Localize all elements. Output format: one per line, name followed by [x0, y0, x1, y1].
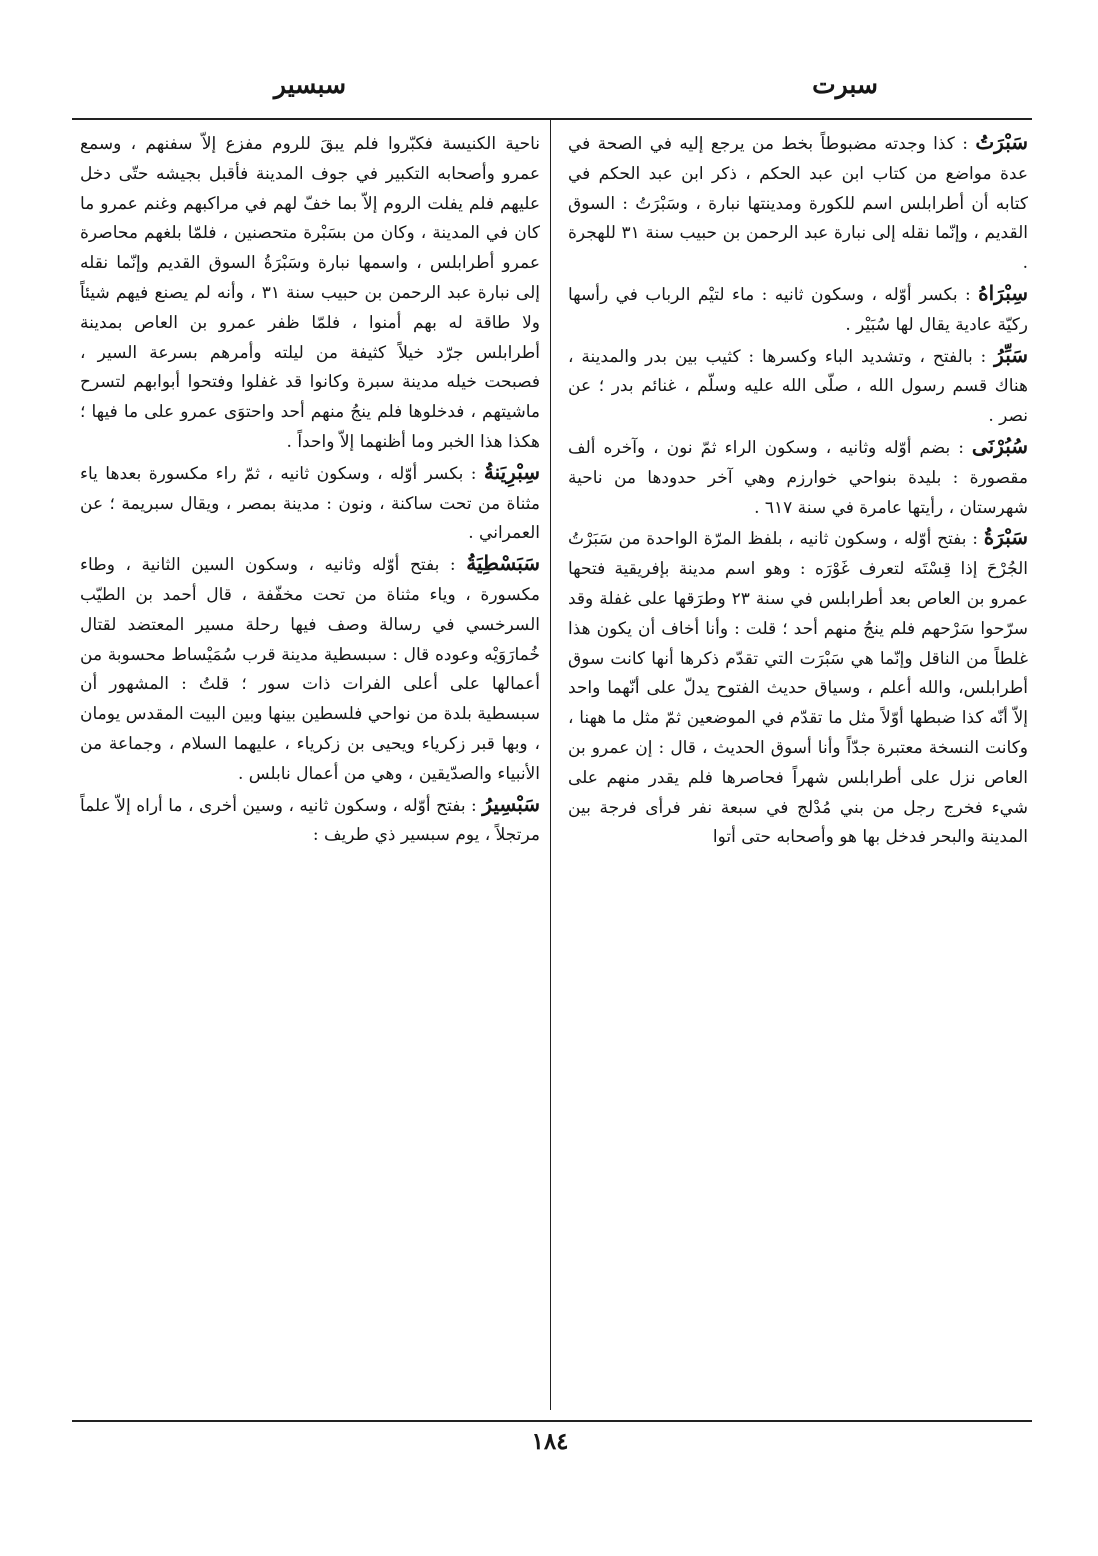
entry-sibrinah — [80, 458, 540, 549]
entry-sabbir — [568, 341, 1028, 432]
column-divider — [550, 120, 551, 1410]
entry-text: : بفتح أوّله ، وسكون ثانيه ، وسين أخرى ، ما أراه إلاّ علماً مرتجلاً ، يوم سبسير ذي طريف : — [80, 795, 540, 846]
entry-sabastiyah — [80, 549, 540, 789]
page-number: ١٨٤ — [531, 1428, 569, 1455]
left-column — [80, 128, 540, 1408]
entry-text: : بفتح أوّله ، وسكون ثانيه ، بلفظ المرّة الواحدة من سَبَرْتُ الجُرْحَ إذا قِسْتَه لتعرف غَوْرَه : وهو اسم مدينة بإفريقية فتحها عمرو بن العاص بعد أطرابلس في سنة ٢٣ وطرَقها على غفلة وقد سرّحوا سَرْحهم فلم ينجُ منهم أحد ؛ قلت : وأنا أخاف أن يكون هذا غلطاً من الناقل وإنّما هي سَبْرَت التي تقدّم ذكرها أنها كانت سوق أطرابلس، والله أعلم ، وسياق حديث الفتوح يدلّ على أنّهما واحد إلاّ أنّه كذا ضبطها أوّلاً مثل ما تقدّم في الموضعين ثمّ مثل ما ههنا ، وكانت النسخة معتبرة جدّاً وأنا أسوق الحديث ، قال : إن عمرو بن العاص نزل على أطرابلس شهراً فحاصرها فلم يقدر منهم على شيء فخرج رجل من بني مُدْلج في سبعة نفر فرأى فرجة بين المدينة والبحر فدخل بها هو وأصحابه حتى أتوا — [568, 529, 1028, 848]
entry-text: : بكسر أوّله ، وسكون ثانيه ، ثمّ راء مكسورة بعدها ياء مثناة من تحت ساكنة ، ونون : مدينة بمصر ، ويقال سبريمة ؛ عن العمراني . — [80, 463, 540, 544]
entry-text: : كذا وجدته مضبوطاً بخط من يرجع إليه في الصحة في عدة مواضع من كتاب ابن عبد الحكم ، ذكر ابن عبد الحكم في كتابه أن أطرابلس اسم للكورة ومدينتها نبارة ، وسَبْرَتُ : السوق القديم ، وإنّما نقله إلى نبارة عبد الرحمن بن حبيب سنة ٣١ للهجرة . — [568, 134, 1028, 274]
entry-text: : بفتح أوّله وثانيه ، وسكون السين الثانية ، وطاء مكسورة ، وياء مثناة من تحت مخفّفة ، قال أحمد بن الطيّب السرخسي في رسالة وصف فيها رحلة مسير المعتضد لقتال خُمارَوَيْه وعوده قال : سبسطية مدينة قرب سُمَيْساط محسوبة من أعمالها على أعلى الفرات ذات سور ؛ قلتُ : المشهور أن سبسطية بلدة من نواحي فلسطين بينها وبين البيت المقدس يومان ، وبها قبر زكرياء ويحيى بن زكرياء ، عليهما السلام ، وجماعة من الأنبياء والصدّيقين ، وهي من أعمال نابلس . — [80, 555, 540, 784]
right-column — [568, 128, 1028, 1408]
headword: سَبْرَةُ — [983, 525, 1028, 550]
running-head-right: سبرت — [812, 70, 878, 99]
headword: سُبُرْنَى — [971, 433, 1028, 458]
entry-text: ناحية الكنيسة فكبّروا فلم يبقَ للروم مفزع إلاّ سفنهم ، وسمع عمرو وأصحابه التكبير في جوف المدينة فأقبل بجيشه حتّى دخل عليهم فلم يفلت الروم إلاّ بما خفّ لهم في مراكبهم وغنم عمرو ما كان في المدينة ، وكان من بسَبْرة متحصنين ، فلمّا بلغهم محاصرة عمرو أطرابلس ، واسمها نبارة وسَبْرَةُ السوق القديم وإنّما نقله إلى نبارة عبد الرحمن بن حبيب سنة ٣١ ، وأنه لم يصنع فيهم شيئاً ولا طاقة له بهم أمنوا ، فلمّا ظفر عمرو بن العاص بمدينة أطرابلس جرّد خيلاً كثيفة من ليلته وأمرهم بسرعة السير ، فصبحت خيله مدينة سبرة وكانوا قد غفلوا وفتحوا أبوابهم لتسرح ماشيتهم ، فدخلوها فلم ينجُ منهم أحد واحتوَى عمرو على ما فيها ؛ هكذا هذا الخبر وما أظنهما إلاّ واحداً . — [80, 134, 540, 452]
running-head-left: سبسير — [273, 70, 347, 99]
entry-text: : بالفتح ، وتشديد الباء وكسرها : كثيب بين بدر والمدينة ، هناك قسم رسول الله ، صلّى الله عليه وسلّم ، غنائم بدر ؛ عن نصر . — [568, 346, 1028, 427]
headword: سِبْرَاهُ — [978, 280, 1028, 305]
headword: سِبْرِيَنةُ — [483, 459, 540, 484]
headword: سَبْرَتُ — [975, 130, 1028, 154]
entry-sabrah-continued — [80, 128, 540, 458]
entry-sabrat — [568, 128, 1028, 279]
headword: سَبْسِيرُ — [482, 791, 540, 816]
entry-text: : بكسر أوّله ، وسكون ثانيه : ماء لتيْم الرباب في رأسها ركيّة عادية يقال لها سُبَيْر . — [568, 284, 1028, 335]
headword: سَبَسْطِيَةُ — [466, 551, 540, 576]
header-rule — [72, 118, 1032, 120]
entry-sabsir — [80, 790, 540, 852]
entry-sibrah — [568, 279, 1028, 341]
entry-text: : بضم أوّله وثانيه ، وسكون الراء ثمّ نون ، وآخره ألف مقصورة : بليدة بنواحي خوارزم وهي آخر حدودها من ناحية شهرستان ، رأيتها عامرة في سنة ٦١٧ . — [568, 437, 1028, 518]
headword: سَبِّرُ — [994, 342, 1028, 367]
footer-rule — [72, 1420, 1032, 1422]
entry-sabrah — [568, 523, 1028, 853]
entry-suburna — [568, 432, 1028, 523]
